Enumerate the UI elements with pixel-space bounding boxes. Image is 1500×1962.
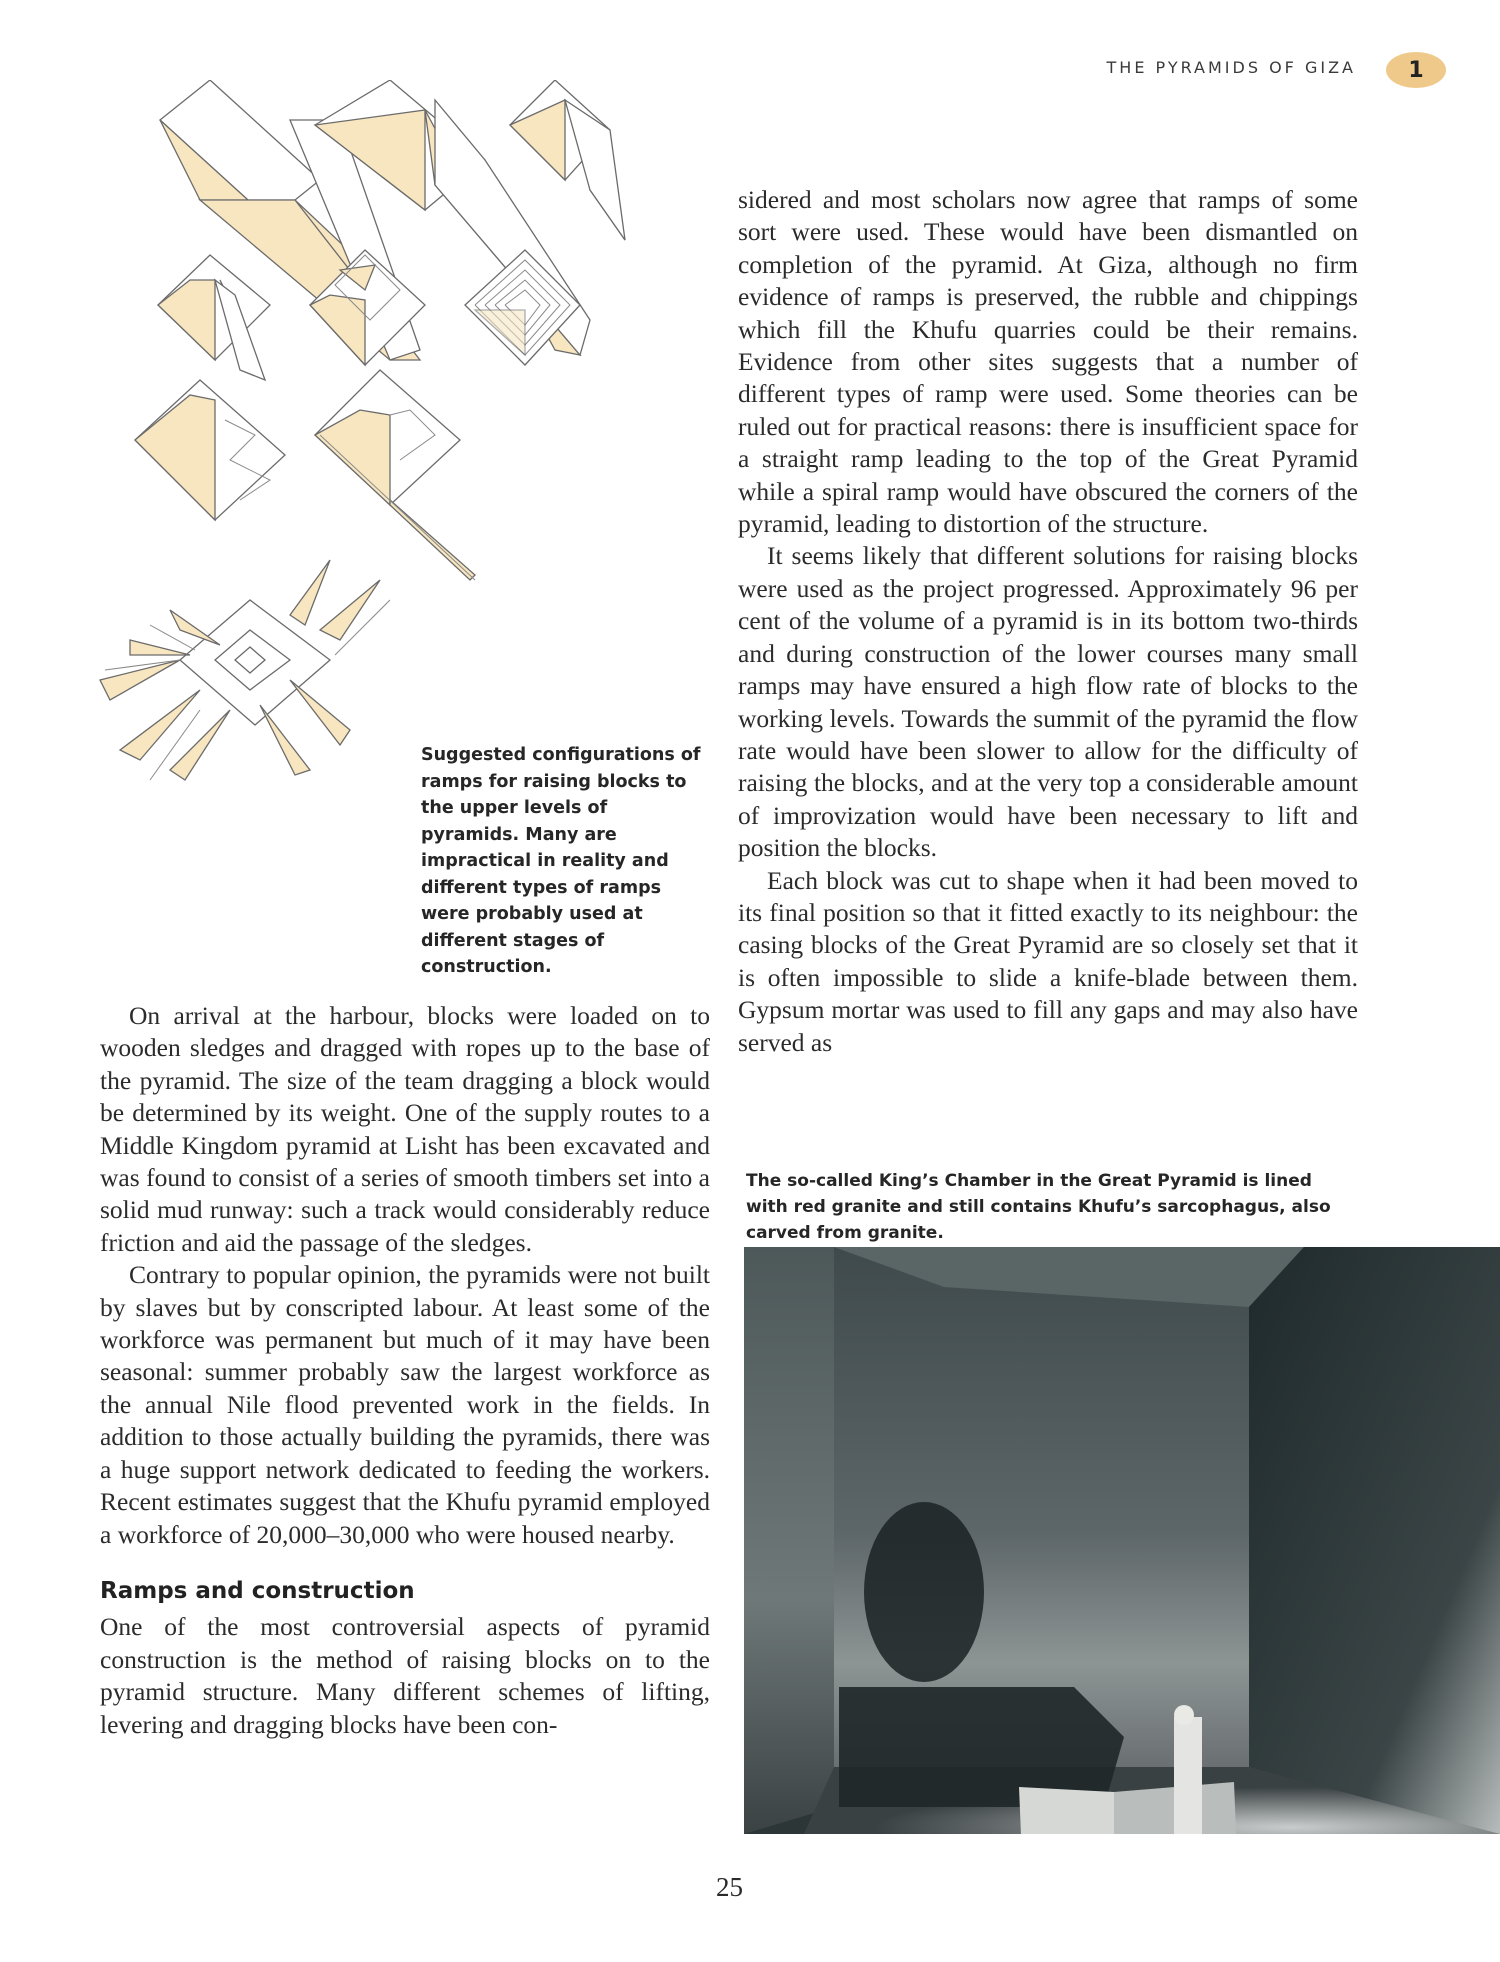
running-head: THE PYRAMIDS OF GIZA [1106,58,1356,77]
ramp-diagrams-caption: Suggested configurations of ramps for raising blocks to the upper levels of pyramids. Many are impractical in reality and different types of ramps were probably used at different stages of construction. [421,745,701,977]
kings-chamber-photo [744,1247,1500,1834]
right-column-text [738,184,1358,1059]
diagram-zigzag-ramp [158,255,270,380]
photo-kings-chamber-icon [744,1247,1500,1834]
chapter-number: 1 [1408,57,1424,83]
left-column-text [100,1000,710,1741]
diagram-multiple-ramps [100,560,390,780]
chapter-badge [1386,52,1446,88]
paragraph: sidered and most scholars now agree that ramps of some sort were used. These would have been dismantled on completion of the pyramid. At Giza, although no firm evidence of ramps is preserved, the rubble and chippings which fill the Khufu quarries could be their remains. Evidence from other sites suggests that a number of different types of ramp were used. Some theories can be ruled out for practical reasons: there is insufficient space for a straight ramp leading to the top of the Great Pyramid while a spiral ramp would have obscured the corners of the pyramid, leading to distortion of the structure. [738,185,1358,539]
paragraph: One of the most controversial aspects of pyramid construction is the method of raising blocks on to the pyramid structure. Many different schemes of lifting, levering and dragging blocks have been con- [100,1612,710,1739]
paragraph: Contrary to popular opinion, the pyramids were not built by slaves but by conscripted labour. At least some of the workforce was permanent but much of it may have been seasonal: summer probably saw the largest workforce as the annual Nile flood prevented work in the fields. In addition to those actually building the pyramids, there was a huge support network dedicated to feeding the workers. Recent estimates suggest that the Khufu pyramid employed a workforce of 20,000–30,000 who were housed nearby. [100,1260,710,1549]
paragraph: On arrival at the harbour, blocks were loaded on to wooden sledges and dragged with ropes up to the base of the pyramid. The size of the team dragging a block would be determined by its weight. One of the supply routes to a Middle Kingdom pyramid at Lisht has been excavated and was found to consist of a series of smooth timbers set into a solid mud runway: such a track would considerably reduce friction and aid the passage of the sledges. [100,1001,710,1257]
paragraph: Each block was cut to shape when it had been moved to its final position so that it fitted exactly to its neighbour: the casing blocks of the Great Pyramid are so closely set that it is often impossible to slide a knife-blade between them. Gypsum mortar was used to fill any gaps and may also have served as [738,865,1358,1057]
kings-chamber-caption: The so-called King’s Chamber in the Great Pyramid is lined with red granite and still contains Khufu’s sarcophagus, also carved from granite. [746,1171,1331,1243]
diagram-switchback-ramp [135,380,285,520]
page-number: 25 [716,1872,743,1902]
diagram-short-ramp [510,80,625,240]
diagram-long-spiral-ramp [315,370,475,580]
section-heading: Ramps and construction [100,1577,415,1604]
paragraph: It seems likely that different solutions for raising blocks were used as the project progressed. Approximately 96 per cent of the volume of a pyramid is in its bottom two-thirds and during construction of the lower courses many small ramps may have ensured a high flow rate of blocks to the working levels. Towards the summit of the pyramid the flow rate would have been slower to allow for the difficulty of raising the blocks, and at the very top a considerable amount of improvization would have been necessary to lift and position the blocks. [738,541,1358,863]
